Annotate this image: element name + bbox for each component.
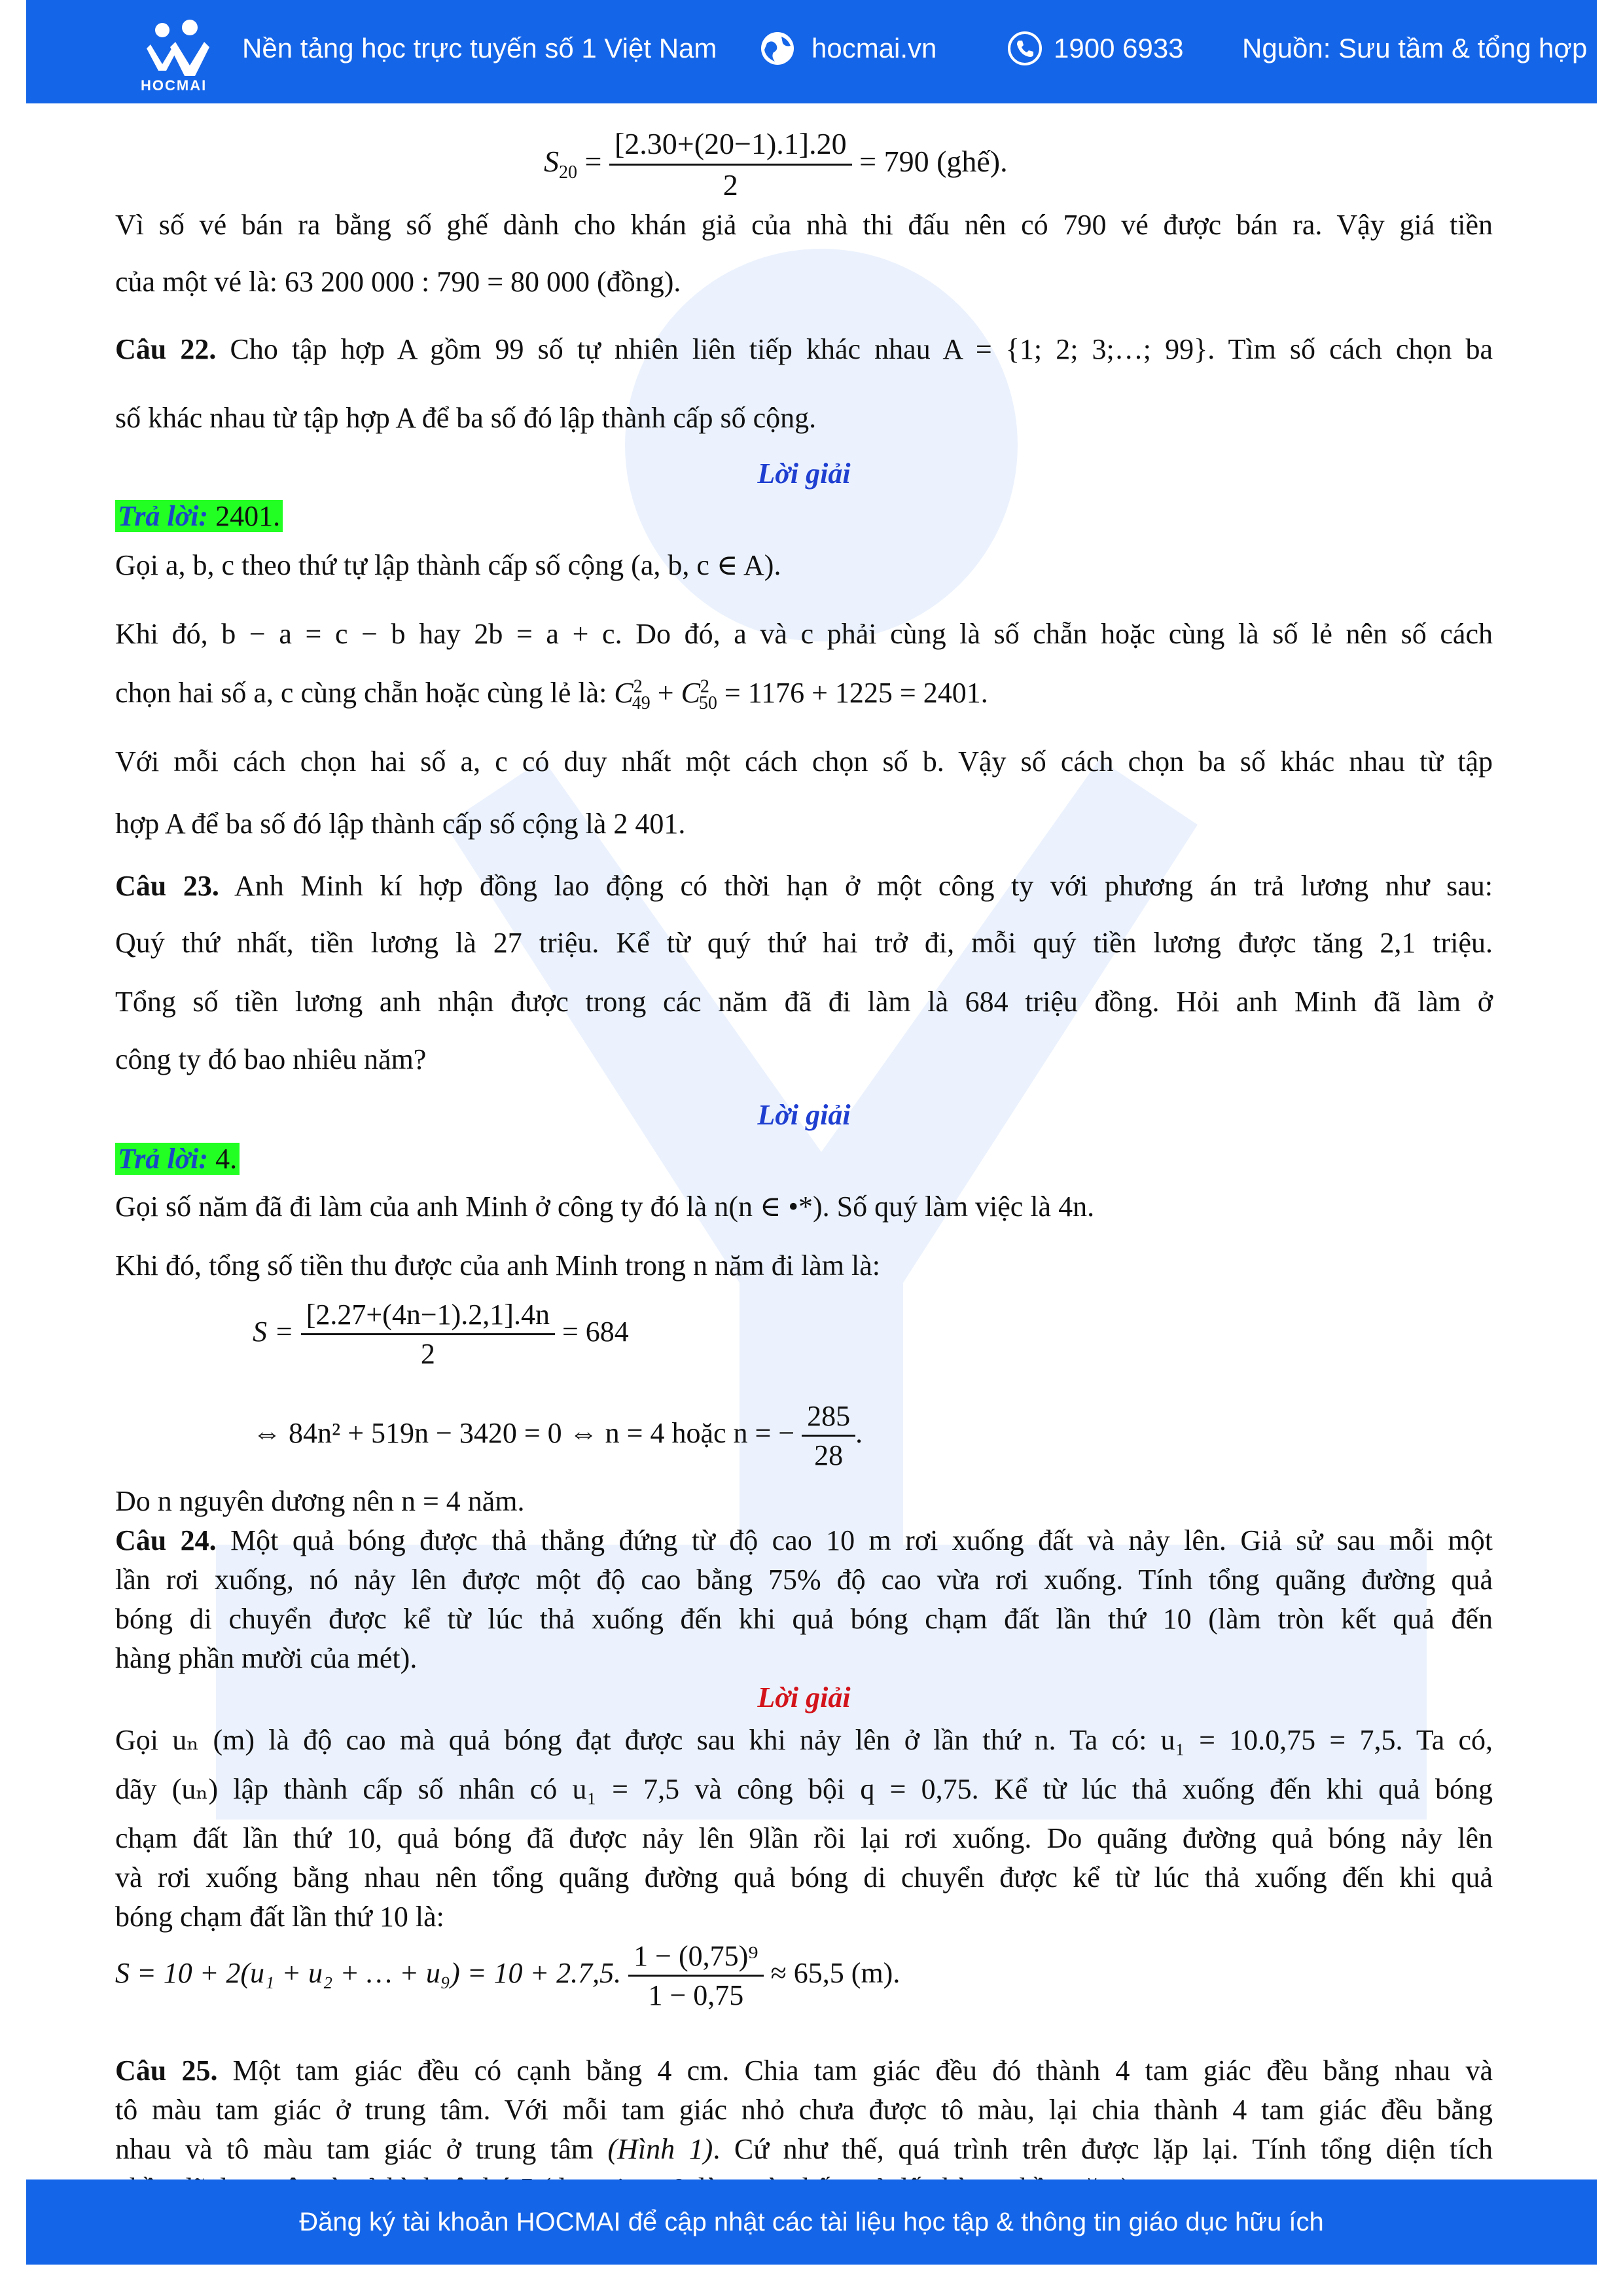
footer-text[interactable]: Đăng ký tài khoản HOCMAI để cập nhật các tài liệu học tập & thông tin giáo dục hữu ích (299, 2207, 1324, 2236)
solution-step: dãy (uₙ) lập thành cấp số nhân có u₁ = 7,5 và công bội q = 0,75. Kể từ lúc thả xuống đến khi quả bóng (115, 1773, 1493, 1805)
s20-fraction: $\frac{[2.30+(20-1).1].20}{2}$ (609, 124, 852, 205)
question-24-line: hàng phần mười của mét). (115, 1642, 418, 1674)
globe-icon (759, 30, 796, 67)
question-24: Câu 24. Một quả bóng được thả thẳng đứng từ độ cao 10 m rơi xuống đất và nảy lên. Giả sử sau mỗi một (115, 1524, 1493, 1556)
solution-step: Do n nguyên dương nên n = 4 năm. (115, 1485, 525, 1517)
question-23: Câu 23. Anh Minh kí hợp đồng lao động có thời hạn ở một công ty với phương án trả lương như sau: (115, 870, 1493, 902)
top-banner (26, 0, 1597, 103)
solution-step: Khi đó, b − a = c − b hay 2b = a + c. Do đó, a và c phải cùng là số chẵn hoặc cùng là số lẻ nên số cách (115, 618, 1493, 650)
solution-step: chọn hai số a, c cùng chẵn hoặc cùng lẻ là: $C^2_{49} + C^2_{50} = 1176 + 1225 = 2401$. (115, 676, 988, 713)
tagline: Nền tảng học trực tuyến số 1 Việt Nam (242, 33, 717, 63)
question-23-line: Tổng số tiền lương anh nhận được trong các năm đã đi làm là 684 triệu đồng. Hỏi anh Minh đã làm ở (115, 986, 1493, 1018)
solution-step: Với mỗi cách chọn hai số a, c có duy nhất một cách chọn số b. Vậy số cách chọn ba số khác nhau từ tập (115, 745, 1493, 778)
solution-step: Gọi a, b, c theo thứ tự lập thành cấp số cộng (a, b, c ∈ A). (115, 549, 781, 581)
hocmai-logo-icon (144, 18, 216, 84)
question-23-line: Quý thứ nhất, tiền lương là 27 triệu. Kể từ quý thứ hai trở đi, mỗi quý tiền lương được tăng 2,1 triệu. (115, 927, 1493, 959)
answer-highlight: Trả lời: 4. (115, 1143, 240, 1175)
solution-step: bóng chạm đất lần thứ 10 là: (115, 1901, 444, 1933)
solution-step: Gọi uₙ (m) là độ cao mà quả bóng đạt được sau khi nảy lên ở lần thứ n. Ta có: u₁ = 10.0,75 = 7,5. Ta có, (115, 1724, 1493, 1756)
equation-fraction: $\frac{\text{1 − (0,75)⁹}}{1 - 0,75}$ (628, 1937, 763, 2014)
question-25-line: nhau và tô màu tam giác ở trung tâm (Hình 1). Cứ như thế, quá trình trên được lặp lại. Tính tổng diện tích (115, 2133, 1493, 2165)
equation: ⇔ 84n² + 519n − 3420 = 0 ⇔ n = 4 hoặc n = − $\frac{285}{28}$ . (253, 1397, 1234, 1474)
equation: S = 10 + 2(u₁ + u₂ + … + u₉) = 10 + 2.7,5. $\frac{\text{1 − (0,75)⁹}}{1 - 0,75}$ ≈ 65,5 (m). (115, 1937, 1293, 2014)
question-23-line: công ty đó bao nhiêu năm? (115, 1043, 427, 1075)
question-25: Câu 25. Một tam giác đều có cạnh bằng 4 cm. Chia tam giác đều đó thành 4 tam giác đều bằng nhau và (115, 2054, 1493, 2087)
equation-fraction: $\frac{285}{28}$ (802, 1397, 855, 1474)
paragraph: Vì số vé bán ra bằng số ghế dành cho khán giả của nhà thi đấu nên có 790 vé được bán ra. Vậy giá tiền (115, 209, 1493, 241)
phone-number[interactable]: 1900 6933 (1054, 33, 1184, 63)
solution-heading: Lời giải (757, 1681, 851, 1713)
solution-step: và rơi xuống bằng nhau nên tổng quãng đường quả bóng di chuyển được kể từ lúc thả xuống đến khi quả (115, 1861, 1493, 1893)
question-25-line: tô màu tam giác ở trung tâm. Với mỗi tam giác nhỏ chưa được tô màu, lại chia thành 4 tam giác đều bằng (115, 2094, 1493, 2126)
solution-step: Khi đó, tổng số tiền thu được của anh Minh trong n năm đi làm là: (115, 1249, 880, 1282)
question-24-line: lần rơi xuống, nó nảy lên được một độ cao bằng 75% độ cao vừa rơi xuống. Tính tổng quãng đường quả (115, 1564, 1493, 1596)
answer-highlight: Trả lời: 2401. (115, 500, 283, 532)
bottom-banner (26, 2179, 1597, 2265)
paragraph: của một vé là: 63 200 000 : 790 = 80 000 (đồng). (115, 266, 681, 298)
website-link[interactable]: hocmai.vn (812, 33, 937, 63)
solution-heading: Lời giải (757, 1099, 851, 1131)
question-22-line2: số khác nhau từ tập hợp A để ba số đó lập thành cấp số cộng. (115, 402, 817, 434)
solution-step: chạm đất lần thứ 10, quả bóng đã được nảy lên 9lần rồi lại rơi xuống. Do quãng đường quả bóng nảy lên (115, 1822, 1493, 1854)
answer-line (115, 497, 1493, 535)
solution-heading: Lời giải (757, 457, 851, 490)
s20-formula: $S_{20}$ = $\frac{[2.30+(20-1).1].20}{2}$ = 790 (ghế). (544, 124, 1329, 205)
question-24-line: bóng di chuyển được kể từ lúc thả xuống đến khi quả bóng chạm đất lần thứ 10 (làm tròn kết quả đến (115, 1603, 1493, 1635)
solution-step: Gọi số năm đã đi làm của anh Minh ở công ty đó là n(n ∈ •*). Số quý làm việc là 4n. (115, 1191, 1095, 1223)
phone-icon (1007, 30, 1043, 67)
logo-text: HOCMAI (141, 77, 207, 94)
source-note: Nguồn: Sưu tầm & tổng hợp (1242, 33, 1588, 63)
equation: S = $\frac{[2.27+(4n-1).2,1].4n}{2}$ = 684 (253, 1296, 1234, 1372)
solution-step: hợp A để ba số đó lập thành cấp số cộng là 2 401. (115, 808, 686, 840)
question-22: Câu 22. Cho tập hợp A gồm 99 số tự nhiên liên tiếp khác nhau A = {1; 2; 3;…; 99}. Tìm số cách chọn ba (115, 333, 1493, 365)
answer-line (115, 1140, 1493, 1177)
equation-fraction: $\frac{[2.27+(4n-1).2,1].4n}{2}$ (301, 1296, 555, 1372)
